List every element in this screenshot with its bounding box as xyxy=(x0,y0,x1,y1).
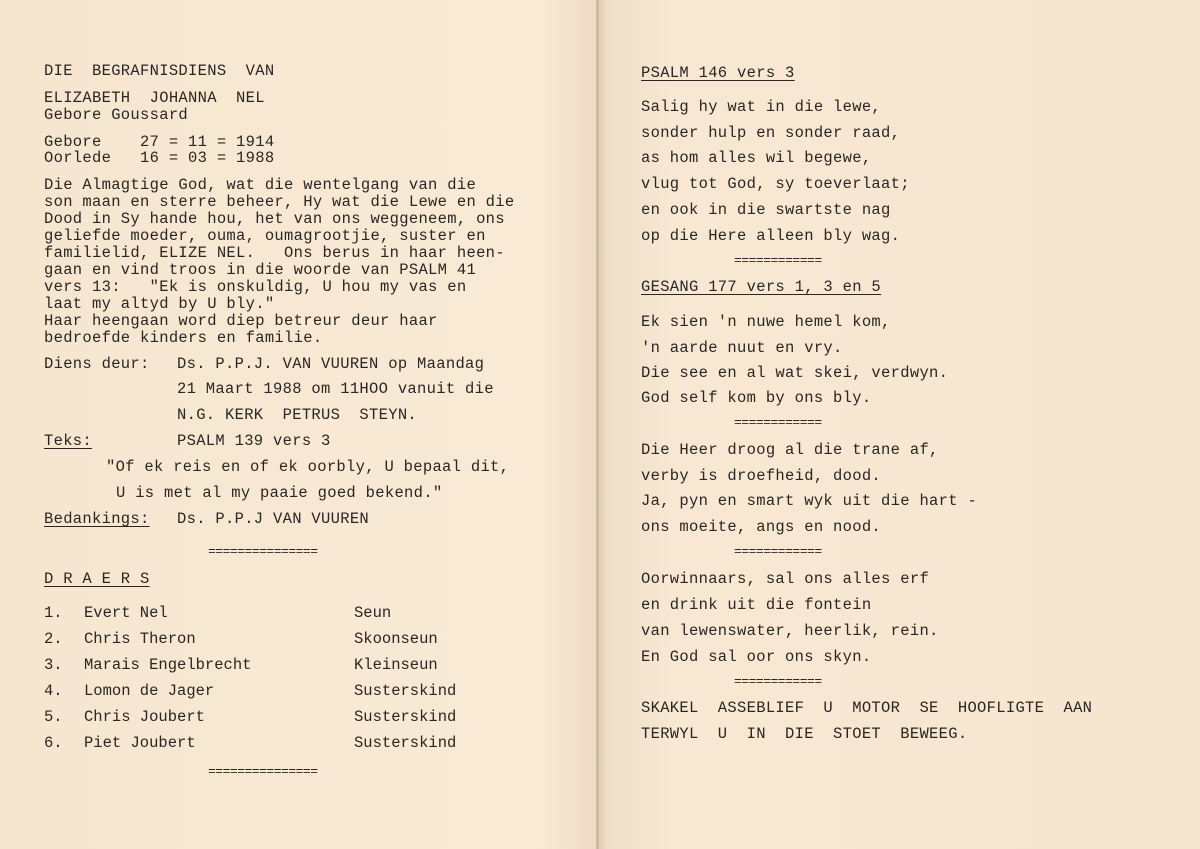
birth-date: Gebore 27 = 11 = 1914 xyxy=(44,133,275,151)
headlights-notice: TERWYL U IN DIE STOET BEWEEG. xyxy=(641,725,968,743)
service-line: Ds. P.P.J. VAN VUUREN op Maandag xyxy=(177,355,485,373)
bearer-relation: Susterskind xyxy=(354,708,457,726)
service-line: 21 Maart 1988 om 11HOO vanuit die xyxy=(177,380,494,398)
separator: ============ xyxy=(734,253,822,268)
separator: =============== xyxy=(208,544,318,559)
tribute-line: Haar heengaan word diep betreur deur haar xyxy=(44,312,438,330)
bearer-number: 4. xyxy=(44,682,63,700)
tribute-line: laat my altyd by U bly." xyxy=(44,295,275,313)
bearer-number: 5. xyxy=(44,708,63,726)
separator: ============ xyxy=(734,415,822,430)
service-line: N.G. KERK PETRUS STEYN. xyxy=(177,406,418,424)
bearer-relation: Skoonseun xyxy=(354,630,438,648)
bearer-number: 2. xyxy=(44,630,63,648)
bearer-name: Chris Theron xyxy=(84,630,196,648)
bearer-name: Evert Nel xyxy=(84,604,168,622)
hymn-line: verby is droefheid, dood. xyxy=(641,467,882,485)
bearers-title: D R A E R S xyxy=(44,570,150,588)
hymn-line: Ja, pyn en smart wyk uit die hart - xyxy=(641,492,978,510)
bearer-number: 6. xyxy=(44,734,63,752)
bearer-number: 3. xyxy=(44,656,63,674)
hymn-line: ons moeite, angs en nood. xyxy=(641,518,882,536)
gesang-title: GESANG 177 vers 1, 3 en 5 xyxy=(641,278,882,296)
maiden-name: Gebore Goussard xyxy=(44,106,189,124)
psalm-line: as hom alles wil begewe, xyxy=(641,149,872,167)
tribute-line: geliefde moeder, ouma, oumagrootjie, suster en xyxy=(44,227,486,245)
tribute-line: Dood in Sy hande hou, het van ons weggeneem, ons xyxy=(44,210,505,228)
psalm-line: sonder hulp en sonder raad, xyxy=(641,124,901,142)
hymn-line: 'n aarde nuut en vry. xyxy=(641,339,843,357)
thanks-label: Bedankings: xyxy=(44,510,150,528)
bearer-name: Chris Joubert xyxy=(84,708,205,726)
service-label: Diens deur: xyxy=(44,355,150,373)
headlights-notice: SKAKEL ASSEBLIEF U MOTOR SE HOOFLIGTE AAN xyxy=(641,699,1093,717)
hymn-line: God self kom by ons bly. xyxy=(641,389,872,407)
tribute-line: familielid, ELIZE NEL. Ons berus in haar heen- xyxy=(44,244,505,262)
tribute-line: son maan en sterre beheer, Hy wat die Lewe en die xyxy=(44,193,515,211)
scripture-quote-line: U is met al my paaie goed bekend." xyxy=(116,484,443,502)
tribute-line: gaan en vind troos in die woorde van PSALM 41 xyxy=(44,261,477,279)
separator: =============== xyxy=(208,764,318,779)
death-date: Oorlede 16 = 03 = 1988 xyxy=(44,149,275,167)
deceased-name: ELIZABETH JOHANNA NEL xyxy=(44,89,265,107)
text-reference: PSALM 139 vers 3 xyxy=(177,432,331,450)
hymn-line: van lewenswater, heerlik, rein. xyxy=(641,622,939,640)
thanks-value: Ds. P.P.J VAN VUUREN xyxy=(177,510,370,528)
bearer-name: Marais Engelbrecht xyxy=(84,656,252,674)
left-panel xyxy=(0,0,596,849)
bearer-name: Piet Joubert xyxy=(84,734,196,752)
right-panel xyxy=(599,0,1200,849)
separator: ============ xyxy=(734,544,822,559)
hymn-line: En God sal oor ons skyn. xyxy=(641,648,872,666)
hymn-line: Die Heer droog al die trane af, xyxy=(641,441,939,459)
psalm-line: vlug tot God, sy toeverlaat; xyxy=(641,175,910,193)
tribute-line: vers 13: "Ek is onskuldig, U hou my vas en xyxy=(44,278,467,296)
bearer-number: 1. xyxy=(44,604,63,622)
psalm-line: en ook in die swartste nag xyxy=(641,201,891,219)
bearer-relation: Seun xyxy=(354,604,392,622)
hymn-line: Die see en al wat skei, verdwyn. xyxy=(641,364,949,382)
service-heading: DIE BEGRAFNISDIENS VAN xyxy=(44,62,275,80)
hymn-line: Oorwinnaars, sal ons alles erf xyxy=(641,570,930,588)
psalm-title: PSALM 146 vers 3 xyxy=(641,64,795,82)
psalm-line: op die Here alleen bly wag. xyxy=(641,227,901,245)
tribute-line: bedroefde kinders en familie. xyxy=(44,329,323,347)
hymn-line: en drink uit die fontein xyxy=(641,596,872,614)
text-label: Teks: xyxy=(44,432,93,450)
bearer-relation: Susterskind xyxy=(354,734,457,752)
bearer-name: Lomon de Jager xyxy=(84,682,215,700)
hymn-line: Ek sien 'n nuwe hemel kom, xyxy=(641,313,891,331)
psalm-line: Salig hy wat in die lewe, xyxy=(641,98,882,116)
scripture-quote-line: "Of ek reis en of ek oorbly, U bepaal dit, xyxy=(106,458,510,476)
tribute-line: Die Almagtige God, wat die wentelgang van die xyxy=(44,176,477,194)
bearer-relation: Susterskind xyxy=(354,682,457,700)
bearer-relation: Kleinseun xyxy=(354,656,438,674)
separator: ============ xyxy=(734,674,822,689)
